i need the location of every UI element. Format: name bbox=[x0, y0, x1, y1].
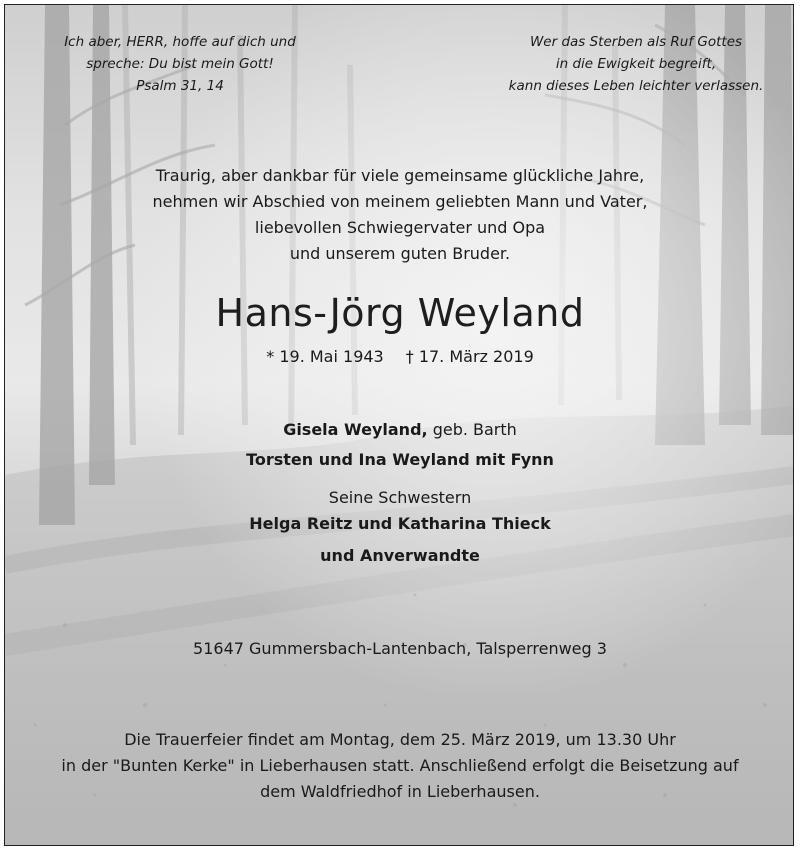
birth-date: * 19. Mai 1943 bbox=[266, 347, 384, 366]
quote-line: Wer das Sterben als Ruf Gottes bbox=[529, 34, 743, 50]
service-line: in der "Bunten Kerke" in Lieberhausen statt. Anschließend erfolgt die Beisetzung auf bbox=[61, 756, 739, 775]
obituary-text-layer bbox=[5, 5, 794, 846]
bible-quote bbox=[45, 31, 315, 97]
sisters-label: Seine Schwestern bbox=[328, 488, 472, 507]
mourner-wife bbox=[5, 415, 794, 445]
service-line: dem Waldfriedhof in Lieberhausen. bbox=[260, 782, 540, 801]
life-dates bbox=[5, 347, 794, 366]
intro-line: und unserem guten Bruder. bbox=[289, 244, 511, 263]
quote-line: kann dieses Leben leichter verlassen. bbox=[508, 78, 764, 94]
intro-line: Traurig, aber dankbar für viele gemeinsame glückliche Jahre, bbox=[155, 166, 645, 185]
funeral-service-info bbox=[5, 727, 794, 805]
obituary-card bbox=[4, 4, 794, 846]
intro-line: liebevollen Schwiegervater und Opa bbox=[254, 218, 546, 237]
wife-maiden-name: geb. Barth bbox=[432, 420, 517, 439]
family-address: 51647 Gummersbach-Lantenbach, Talsperrenweg 3 bbox=[193, 639, 607, 658]
quote-line: spreche: Du bist mein Gott! bbox=[86, 56, 274, 72]
death-date: † 17. März 2019 bbox=[405, 347, 534, 366]
deceased-name: Hans-Jörg Weyland bbox=[215, 291, 585, 335]
right-quote bbox=[481, 31, 791, 97]
quote-line: Ich aber, HERR, hoffe auf dich und bbox=[64, 34, 296, 50]
mourner-relatives: und Anverwandte bbox=[320, 546, 480, 565]
quote-line: in die Ewigkeit begreift, bbox=[555, 56, 717, 72]
wife-name: Gisela Weyland, bbox=[283, 420, 428, 439]
mourners-list bbox=[5, 415, 794, 571]
intro-line: nehmen wir Abschied von meinem geliebten Mann und Vater, bbox=[152, 192, 648, 211]
quote-reference: Psalm 31, 14 bbox=[136, 78, 224, 94]
mourner-children: Torsten und Ina Weyland mit Fynn bbox=[246, 450, 554, 469]
intro-text bbox=[5, 163, 794, 267]
mourner-sisters: Helga Reitz und Katharina Thieck bbox=[249, 514, 551, 533]
service-line: Die Trauerfeier findet am Montag, dem 25. März 2019, um 13.30 Uhr bbox=[124, 730, 676, 749]
